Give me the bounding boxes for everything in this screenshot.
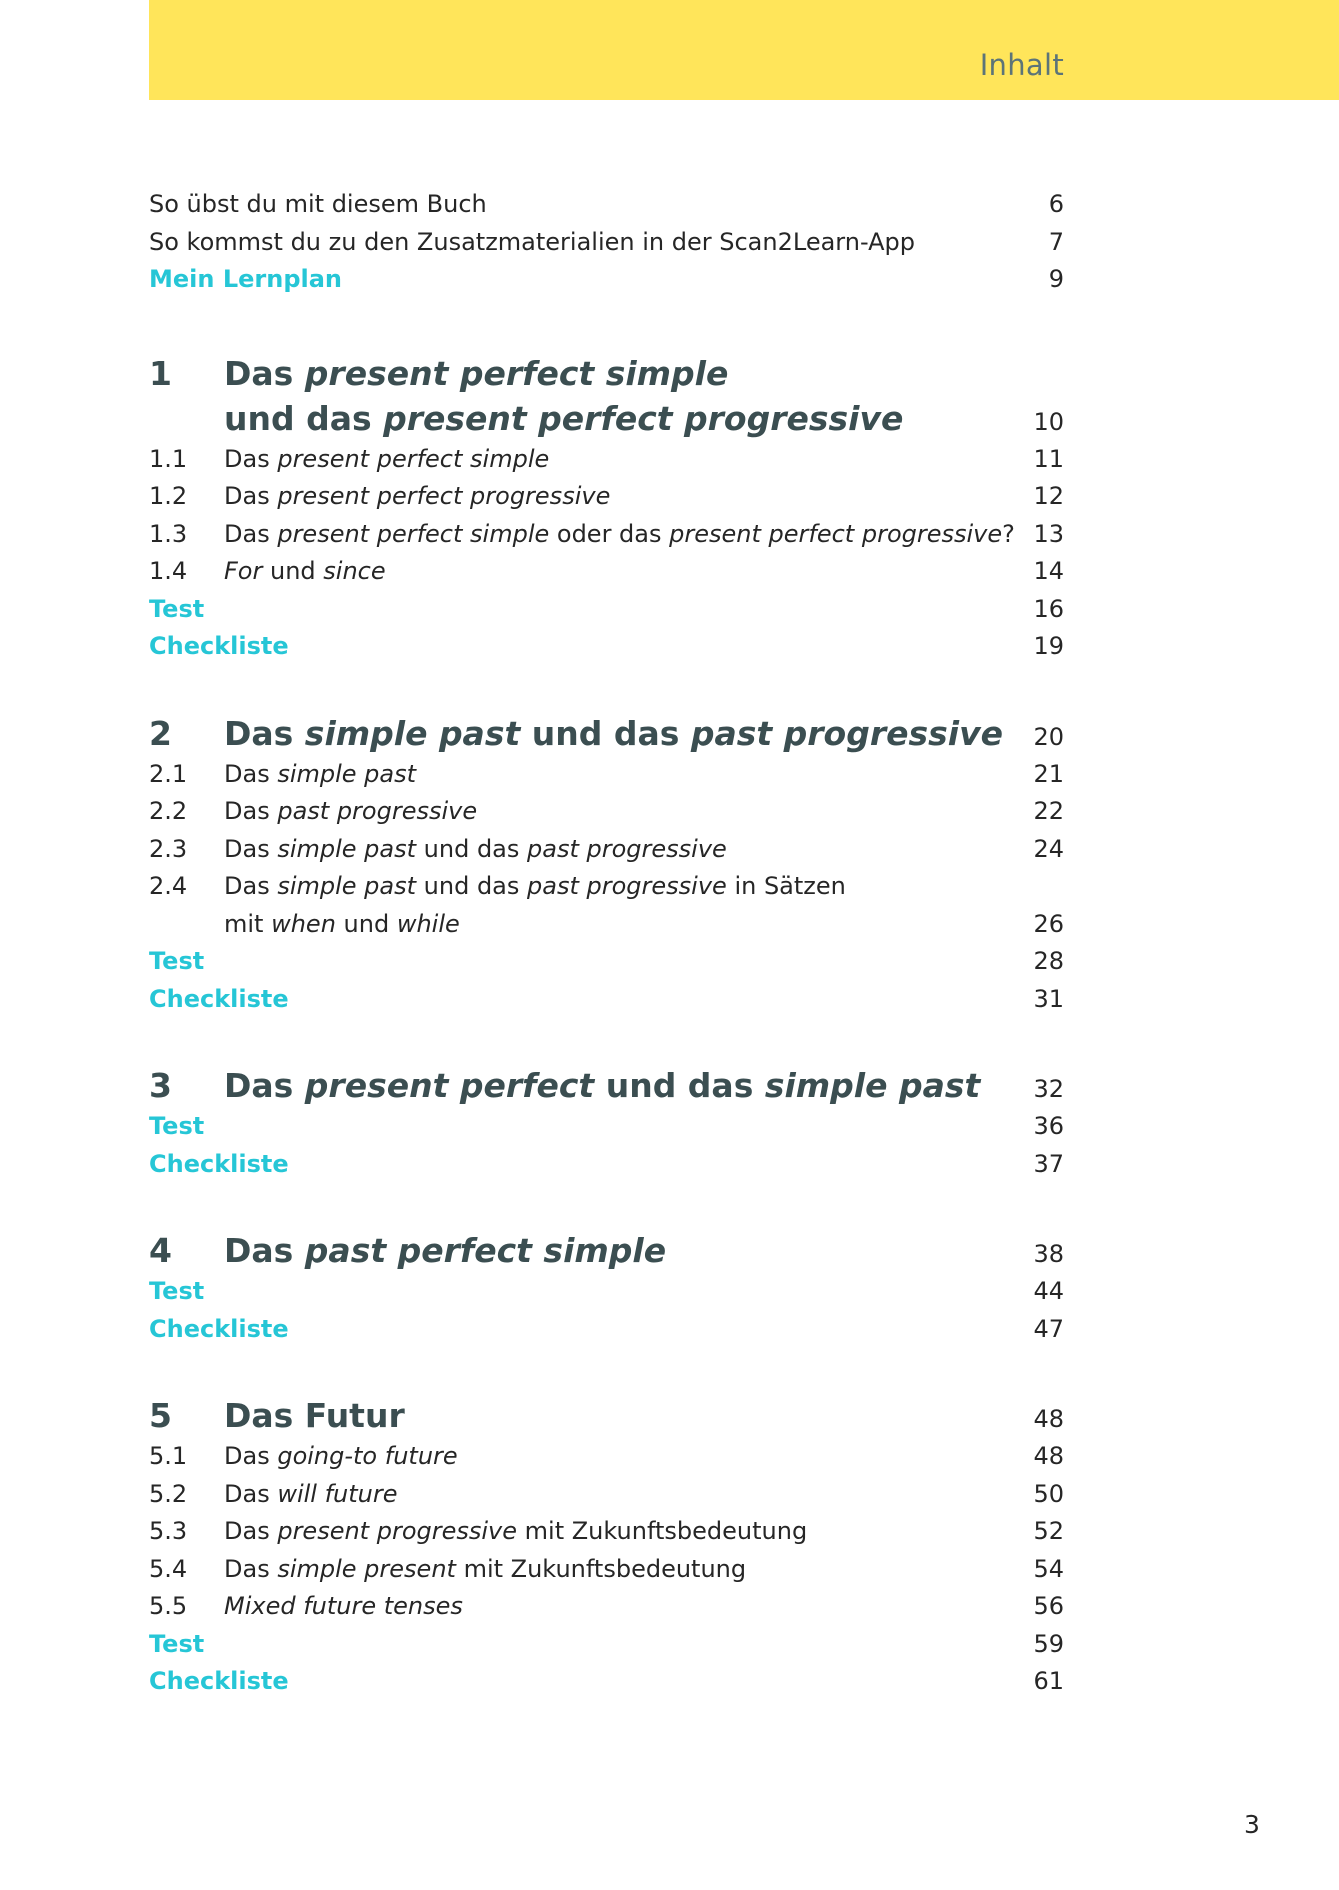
checklist-page: 61 xyxy=(1033,1667,1064,1695)
section-title: Das present perfect simple oder das present perfect progressive? xyxy=(224,519,1015,548)
section-title-line2: mit when und while xyxy=(224,909,460,938)
chapter-page: 20 xyxy=(1033,722,1064,751)
chapter-number: 5 xyxy=(149,1396,172,1435)
chapter-2-heading[interactable] xyxy=(149,711,1064,756)
chapter-1-heading-line2[interactable] xyxy=(149,396,1064,441)
section-page: 13 xyxy=(1033,519,1064,548)
section-number: 2.1 xyxy=(149,759,188,788)
section-title: Das will future xyxy=(224,1479,398,1508)
toc-section[interactable] xyxy=(149,868,1064,906)
section-number: 1.2 xyxy=(149,482,188,510)
toc-checklist[interactable] xyxy=(149,981,1064,1019)
section-number: 1.4 xyxy=(149,557,188,585)
section-page: 24 xyxy=(1033,834,1064,863)
toc-section[interactable] xyxy=(149,516,1064,554)
section-number: 5.4 xyxy=(149,1554,188,1583)
section-page: 26 xyxy=(1033,909,1064,938)
section-title: Das simple past xyxy=(224,759,417,788)
section-title: Das past progressive xyxy=(224,797,478,825)
toc-section[interactable] xyxy=(149,1513,1064,1551)
toc-entry-page: 6 xyxy=(1048,190,1064,218)
toc-checklist[interactable] xyxy=(149,1311,1064,1349)
section-number: 5.3 xyxy=(149,1517,188,1545)
section-page: 11 xyxy=(1033,444,1064,473)
toc-section[interactable] xyxy=(149,1588,1064,1626)
toc-entry-page: 7 xyxy=(1048,227,1064,256)
section-page: 12 xyxy=(1033,482,1064,510)
toc-test[interactable] xyxy=(149,1273,1064,1311)
section-title: Mixed future tenses xyxy=(224,1592,463,1620)
chapter-number: 1 xyxy=(149,353,172,393)
chapter-number: 4 xyxy=(149,1231,172,1270)
section-page: 52 xyxy=(1033,1517,1064,1545)
page-number: 3 xyxy=(1244,1810,1260,1839)
toc-section-continued[interactable] xyxy=(149,906,1064,944)
checklist-label: Checkliste xyxy=(149,1314,289,1343)
section-page: 56 xyxy=(1033,1592,1064,1620)
section-page: 21 xyxy=(1033,759,1064,788)
section-number: 2.4 xyxy=(149,872,188,900)
checklist-label: Checkliste xyxy=(149,1667,289,1695)
chapter-page: 32 xyxy=(1033,1075,1064,1103)
checklist-page: 47 xyxy=(1033,1314,1064,1343)
toc-test[interactable] xyxy=(149,1626,1064,1664)
toc-entry[interactable] xyxy=(149,186,1064,224)
checklist-label: Checkliste xyxy=(149,1149,289,1178)
section-title: Das simple past und das past progressive xyxy=(224,834,727,863)
chapter-number: 3 xyxy=(149,1066,172,1105)
section-title: Das going-to future xyxy=(224,1442,458,1470)
chapter-page: 38 xyxy=(1033,1240,1064,1268)
test-label: Test xyxy=(149,1629,205,1658)
section-number: 5.5 xyxy=(149,1592,188,1620)
toc-checklist[interactable] xyxy=(149,1663,1064,1701)
header-band xyxy=(149,0,1339,100)
section-title: Das present perfect simple xyxy=(224,444,550,473)
toc-section[interactable] xyxy=(149,831,1064,869)
section-page: 14 xyxy=(1033,557,1064,585)
table-of-contents xyxy=(149,186,1064,1701)
test-page: 28 xyxy=(1033,947,1064,975)
page-title: Inhalt xyxy=(979,48,1064,82)
section-title: Das simple present mit Zukunftsbedeutung xyxy=(224,1554,747,1583)
toc-test[interactable] xyxy=(149,943,1064,981)
chapter-3-heading[interactable] xyxy=(149,1063,1064,1108)
toc-checklist[interactable] xyxy=(149,1146,1064,1184)
checklist-page: 19 xyxy=(1033,632,1064,660)
toc-entry-page: 9 xyxy=(1048,265,1064,293)
checklist-page: 37 xyxy=(1033,1149,1064,1178)
chapter-1-heading[interactable] xyxy=(149,351,1064,396)
chapter-number: 2 xyxy=(149,713,172,753)
section-number: 1.1 xyxy=(149,444,188,473)
toc-test[interactable] xyxy=(149,591,1064,629)
chapter-page: 48 xyxy=(1033,1405,1064,1433)
checklist-label: Checkliste xyxy=(149,632,289,660)
section-number: 2.3 xyxy=(149,834,188,863)
section-number: 5.1 xyxy=(149,1442,188,1470)
section-number: 5.2 xyxy=(149,1479,188,1508)
chapter-title: Das past perfect simple xyxy=(224,1231,667,1270)
test-label: Test xyxy=(149,947,205,975)
toc-test[interactable] xyxy=(149,1108,1064,1146)
toc-entry-label: So übst du mit diesem Buch xyxy=(149,190,487,218)
test-page: 16 xyxy=(1033,594,1064,623)
section-number: 2.2 xyxy=(149,797,188,825)
section-page: 50 xyxy=(1033,1479,1064,1508)
toc-entry-label: So kommst du zu den Zusatzmaterialien in der Scan2Learn-App xyxy=(149,227,915,256)
toc-section[interactable] xyxy=(149,1551,1064,1589)
toc-entry-lernplan[interactable] xyxy=(149,261,1064,299)
section-page: 48 xyxy=(1033,1442,1064,1470)
toc-entry-label: Mein Lernplan xyxy=(149,265,343,293)
section-title: Das present perfect progressive xyxy=(224,482,611,510)
chapter-5-heading[interactable] xyxy=(149,1393,1064,1438)
test-label: Test xyxy=(149,1277,205,1305)
test-label: Test xyxy=(149,594,205,623)
chapter-page: 10 xyxy=(1033,407,1064,436)
chapter-title-line2: und das present perfect progressive xyxy=(224,398,904,438)
section-page: 54 xyxy=(1033,1554,1064,1583)
chapter-title-line1: Das present perfect simple xyxy=(224,353,729,393)
section-page: 22 xyxy=(1033,797,1064,825)
toc-section[interactable] xyxy=(149,1476,1064,1514)
section-title-line1: Das simple past und das past progressive in Sätzen xyxy=(224,872,846,900)
chapter-4-heading[interactable] xyxy=(149,1228,1064,1273)
toc-section[interactable] xyxy=(149,1438,1064,1476)
test-page: 36 xyxy=(1033,1112,1064,1140)
toc-checklist[interactable] xyxy=(149,628,1064,666)
toc-entry[interactable] xyxy=(149,224,1064,262)
section-number: 1.3 xyxy=(149,519,188,548)
toc-section[interactable] xyxy=(149,441,1064,479)
chapter-title: Das present perfect und das simple past xyxy=(224,1066,981,1105)
toc-section[interactable] xyxy=(149,553,1064,591)
section-title: Das present progressive mit Zukunftsbedeutung xyxy=(224,1517,808,1545)
test-page: 59 xyxy=(1033,1629,1064,1658)
test-label: Test xyxy=(149,1112,205,1140)
checklist-page: 31 xyxy=(1033,984,1064,1013)
chapter-title: Das Futur xyxy=(224,1396,405,1435)
test-page: 44 xyxy=(1033,1277,1064,1305)
toc-section[interactable] xyxy=(149,756,1064,794)
checklist-label: Checkliste xyxy=(149,984,289,1013)
toc-section[interactable] xyxy=(149,793,1064,831)
chapter-title: Das simple past und das past progressive xyxy=(224,713,1003,753)
toc-section[interactable] xyxy=(149,478,1064,516)
section-title: For und since xyxy=(224,557,386,585)
